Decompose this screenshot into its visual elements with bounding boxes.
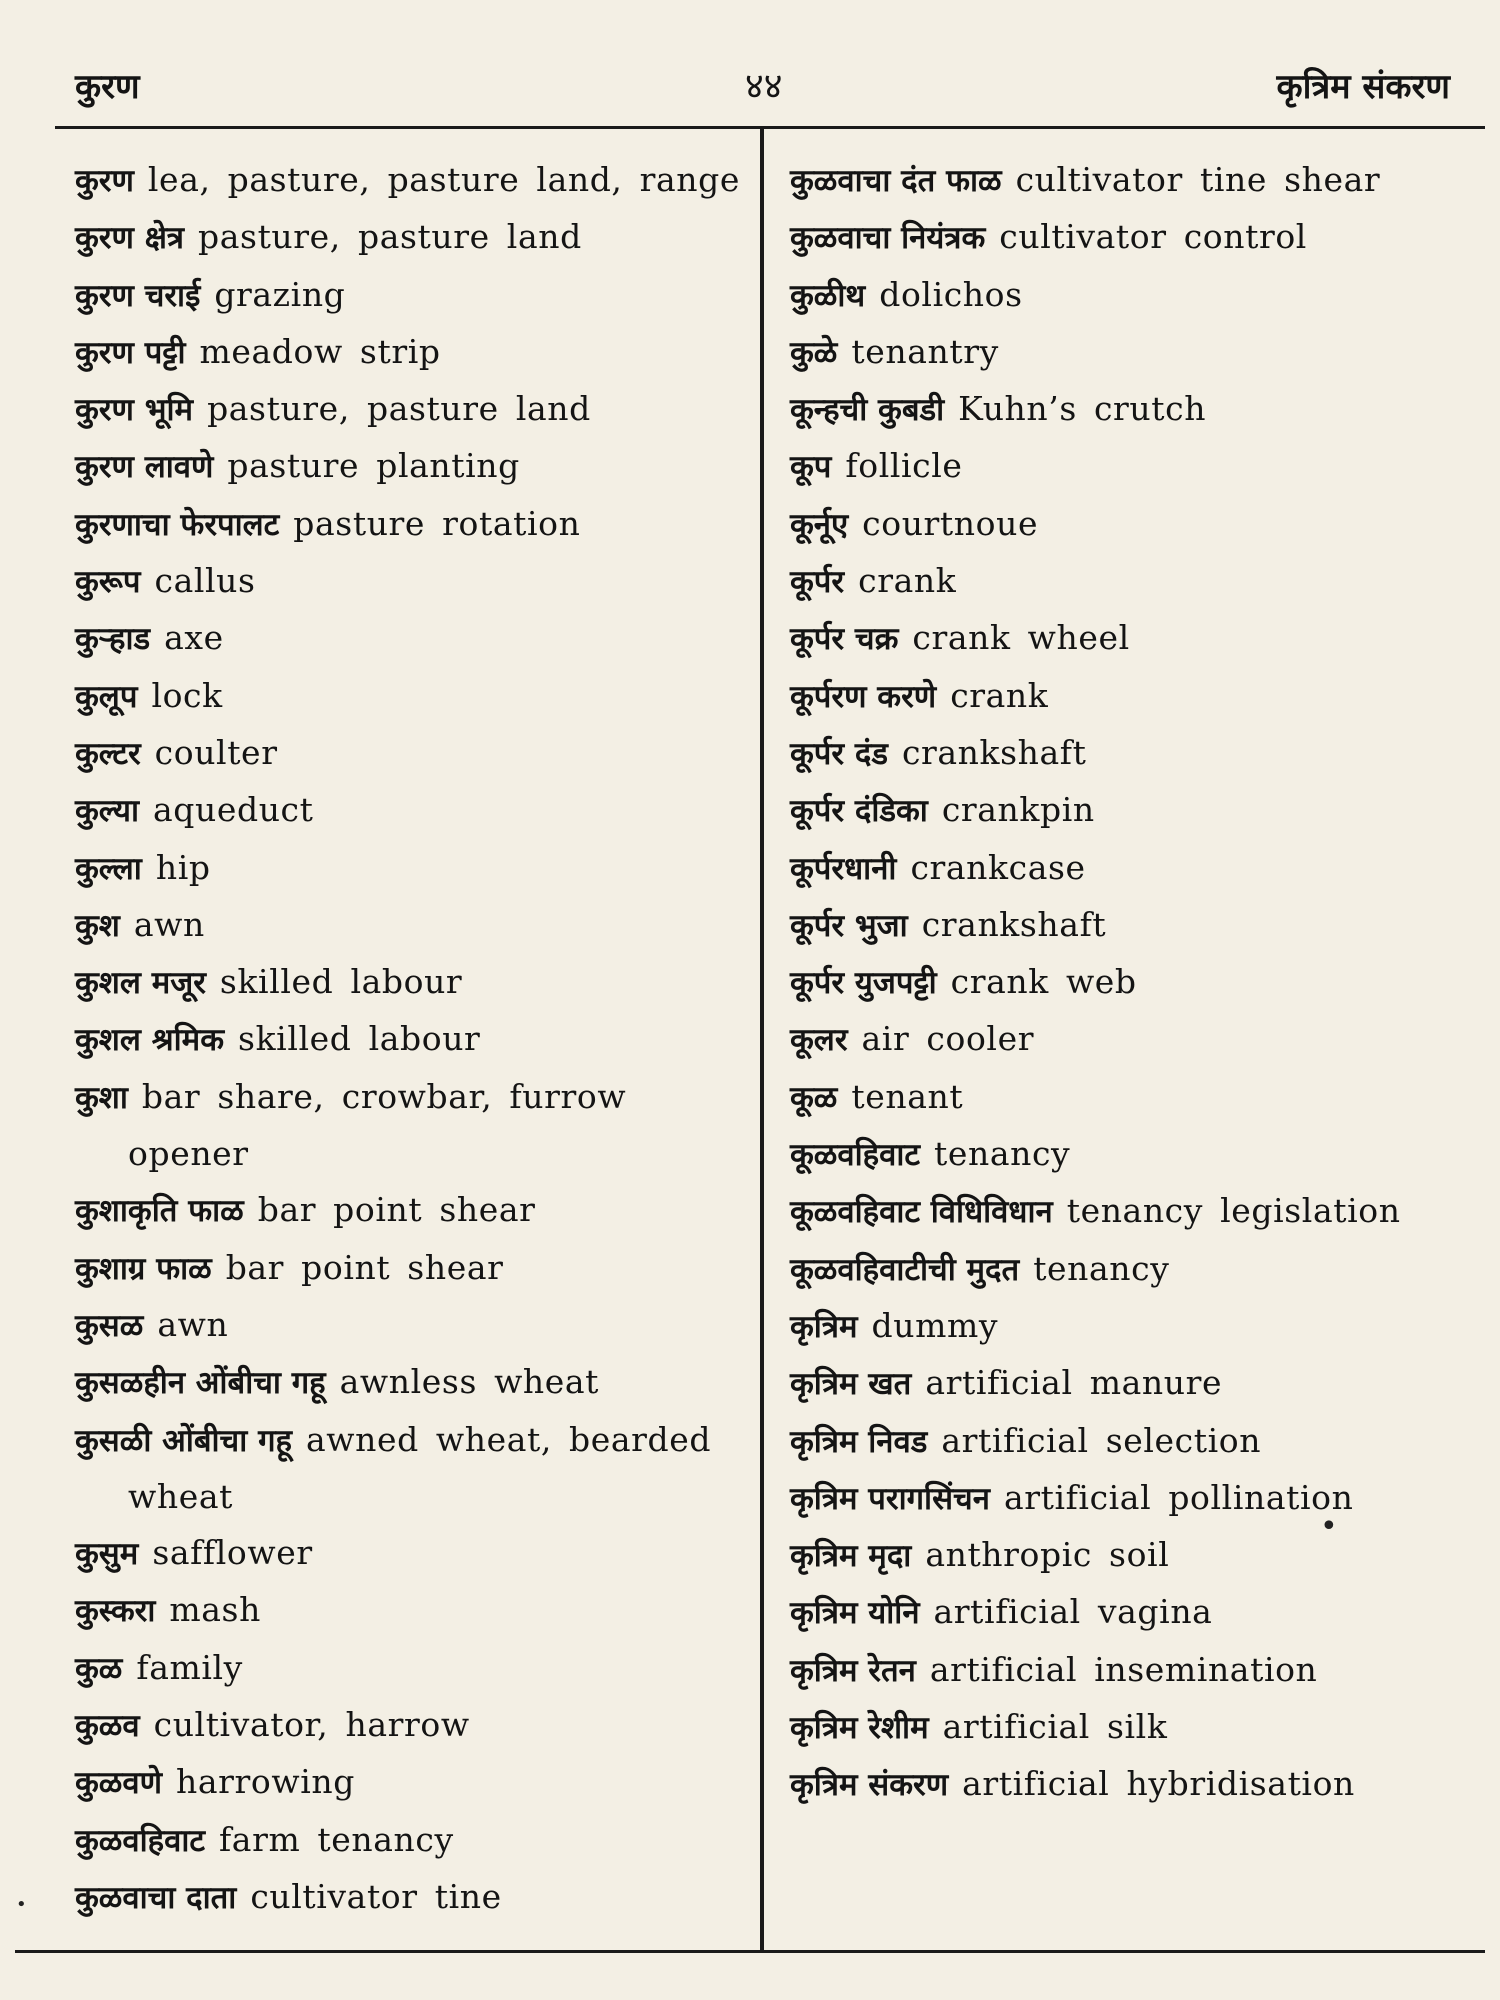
entry-term: कूर्परण करणे	[790, 678, 937, 715]
entry-term: कृत्रिम रेशीम	[790, 1710, 929, 1747]
entry-term: कुरण	[75, 163, 134, 199]
entry-gloss: dummy	[871, 1305, 999, 1345]
entry-gloss: crank web	[950, 962, 1137, 1002]
entry-gloss: cultivator control	[999, 217, 1307, 257]
entry-term: कुळवणे	[75, 1765, 163, 1802]
entry-gloss: grazing	[214, 274, 346, 314]
entry-gloss: family	[136, 1647, 243, 1687]
entry-gloss: dolichos	[879, 274, 1023, 314]
column-divider	[760, 128, 764, 1950]
dictionary-entry	[75, 1182, 745, 1239]
entry-term: कुरण लावणे	[75, 449, 214, 486]
entry-gloss: callus	[154, 561, 256, 601]
entry-gloss: aqueduct	[152, 790, 314, 830]
entry-gloss: meadow strip	[199, 331, 441, 371]
entry-gloss: bar point shear	[257, 1190, 536, 1230]
entry-term: कुळवाचा दंत फाळ	[790, 163, 1002, 199]
entry-gloss: crank wheel	[912, 618, 1130, 658]
entry-term: कुशाग्र फाळ	[75, 1250, 212, 1287]
dictionary-entry	[75, 324, 745, 381]
entry-gloss: crankcase	[910, 847, 1086, 887]
dictionary-entry	[75, 553, 745, 610]
entry-gloss: cultivator tine	[250, 1876, 502, 1916]
entry-term: कूळवहिवाट	[790, 1137, 920, 1174]
entry-gloss: artificial insemination	[929, 1649, 1318, 1689]
dictionary-entry	[75, 782, 745, 839]
entry-gloss: artificial hybridisation	[962, 1764, 1355, 1804]
entry-gloss: skilled labour	[219, 962, 463, 1002]
dictionary-entry	[790, 897, 1490, 954]
entry-term: कृत्रिम परागसिंचन	[790, 1480, 990, 1517]
page-header	[75, 62, 1480, 122]
entry-gloss: pasture, pasture land	[207, 389, 591, 429]
entry-term: कूर्परधानी	[790, 850, 897, 887]
entry-gloss: crankshaft	[921, 904, 1107, 944]
entry-term: कुशाकृति फाळ	[75, 1193, 244, 1230]
dictionary-entry	[790, 782, 1490, 839]
entry-term: कुरण क्षेत्र	[75, 220, 185, 257]
dictionary-entry	[790, 1756, 1490, 1813]
dictionary-entry	[75, 1297, 745, 1354]
entry-term: कुसळ	[75, 1307, 144, 1344]
entry-gloss: pasture rotation	[293, 503, 581, 543]
entry-term: कूर्नूए	[790, 506, 849, 543]
entry-gloss: bar share, crowbar, furrow opener	[128, 1076, 627, 1174]
dictionary-entry	[790, 1241, 1490, 1298]
entry-term: कुसळी ओंबीचा गहू	[75, 1422, 292, 1459]
entry-term: कूर्पर युजपट्टी	[790, 965, 937, 1002]
entry-gloss: air cooler	[861, 1019, 1035, 1059]
entry-term: कुरूप	[75, 564, 141, 601]
entry-gloss: awned wheat, bearded wheat	[128, 1419, 712, 1516]
dictionary-entry	[75, 1011, 745, 1068]
entry-term: कुळे	[790, 334, 838, 371]
entry-gloss: lock	[151, 675, 223, 715]
entry-gloss: awnless wheat	[339, 1362, 600, 1402]
entry-term: कुळवाचा दाता	[75, 1879, 237, 1916]
dictionary-entry	[75, 496, 745, 553]
header-rule	[55, 126, 1485, 129]
dictionary-entry	[75, 840, 745, 897]
entry-term: कृत्रिम खत	[790, 1366, 912, 1403]
dictionary-entry	[790, 1699, 1490, 1756]
dictionary-entry	[790, 267, 1490, 324]
entry-gloss: cultivator tine shear	[1015, 160, 1381, 199]
entry-term: कुळवाचा नियंत्रक	[790, 220, 986, 257]
dictionary-entry	[75, 438, 745, 495]
entry-term: कृत्रिम संकरण	[790, 1767, 949, 1804]
right-column	[790, 152, 1490, 1814]
entry-gloss: skilled labour	[238, 1019, 481, 1059]
dictionary-entry	[790, 1126, 1490, 1183]
entry-term: कृत्रिम	[790, 1308, 858, 1345]
dictionary-entry	[75, 725, 745, 782]
entry-term: कुल्ला	[75, 850, 142, 887]
entry-term: कुळ	[75, 1650, 123, 1687]
entry-gloss: courtnoue	[862, 503, 1039, 543]
entry-term: कुऱ्हाड	[75, 621, 151, 658]
entry-term: कुळव	[75, 1708, 140, 1745]
dictionary-entry	[790, 152, 1490, 209]
entry-term: कूर्पर दंडिका	[790, 793, 928, 830]
entry-term: कुळीथ	[790, 277, 866, 314]
dictionary-entry	[790, 1183, 1490, 1240]
dictionary-entry	[75, 267, 745, 324]
dictionary-entry	[790, 840, 1490, 897]
entry-gloss: artificial silk	[942, 1707, 1168, 1747]
dictionary-entry	[75, 1869, 745, 1926]
entry-gloss: coulter	[154, 732, 278, 772]
entry-gloss: mash	[169, 1590, 261, 1630]
entry-gloss: lea, pasture, pasture land, range	[147, 160, 740, 199]
entry-gloss: tenantry	[851, 331, 999, 371]
dictionary-entry	[790, 1584, 1490, 1641]
dictionary-entry	[75, 1754, 745, 1811]
dictionary-entry	[75, 1354, 745, 1411]
dictionary-entry	[790, 209, 1490, 266]
dictionary-entry	[790, 496, 1490, 553]
dictionary-entry	[75, 668, 745, 725]
entry-term: कूळ	[790, 1079, 838, 1116]
entry-gloss: Kuhn’s crutch	[958, 389, 1207, 429]
entry-gloss: farm tenancy	[218, 1819, 454, 1859]
entry-gloss: tenancy	[1033, 1248, 1170, 1288]
dictionary-entry	[75, 610, 745, 667]
left-column	[75, 152, 745, 1926]
dictionary-entry	[790, 553, 1490, 610]
entry-gloss: crankpin	[941, 790, 1095, 830]
dictionary-entry	[790, 381, 1490, 438]
entry-term: कुरण भूमि	[75, 392, 194, 429]
entry-term: कुल्या	[75, 793, 139, 830]
dictionary-entry	[75, 1640, 745, 1697]
entry-term: कूर्पर भुजा	[790, 907, 908, 944]
dictionary-entry	[75, 954, 745, 1011]
entry-term: कुसुम	[75, 1536, 139, 1573]
entry-term: कुल्टर	[75, 735, 141, 772]
dictionary-entry	[75, 209, 745, 266]
footer-rule	[15, 1950, 1485, 1953]
dictionary-entry	[790, 610, 1490, 667]
entry-term: कुरणाचा फेरपालट	[75, 506, 280, 543]
entry-term: कूर्पर चक्र	[790, 621, 899, 658]
entry-gloss: crank	[858, 561, 957, 601]
entry-term: कुलूप	[75, 678, 138, 715]
dictionary-entry	[790, 668, 1490, 725]
entry-term: कुश	[75, 907, 120, 944]
entry-term: कुरण चराई	[75, 277, 201, 314]
entry-gloss: tenancy legislation	[1066, 1191, 1401, 1231]
dictionary-entry	[790, 1355, 1490, 1412]
entry-term: कुशल मजूर	[75, 965, 206, 1002]
entry-gloss: safflower	[152, 1533, 313, 1573]
entry-term: कुशा	[75, 1079, 128, 1116]
dictionary-entry	[790, 1470, 1490, 1527]
header-last-word: कृत्रिम संकरण	[1276, 67, 1450, 107]
entry-term: कृत्रिम रेतन	[790, 1652, 916, 1689]
dictionary-entry	[790, 954, 1490, 1011]
entry-term: कूप	[790, 449, 832, 486]
entry-term: कूर्पर	[790, 564, 845, 601]
entry-gloss: artificial pollination	[1003, 1477, 1354, 1517]
entry-gloss: hip	[155, 847, 211, 887]
entry-gloss: awn	[157, 1304, 229, 1344]
dictionary-entry	[790, 1011, 1490, 1068]
dictionary-entry	[790, 1413, 1490, 1470]
entry-term: कुरण पट्टी	[75, 334, 186, 371]
dictionary-entry	[75, 152, 745, 209]
dictionary-entry	[75, 1812, 745, 1869]
entry-term: कुसळहीन ओंबीचा गहू	[75, 1365, 326, 1402]
dictionary-entry	[75, 381, 745, 438]
entry-term: कुळवहिवाट	[75, 1822, 205, 1859]
entry-gloss: artificial manure	[925, 1363, 1223, 1403]
entry-gloss: follicle	[845, 446, 963, 486]
dictionary-entry	[75, 1525, 745, 1582]
entry-term: कून्हची कुबडी	[790, 392, 945, 429]
entry-term: कृत्रिम योनि	[790, 1595, 920, 1632]
entry-gloss: bar point shear	[225, 1247, 504, 1287]
dictionary-entry	[75, 1582, 745, 1639]
page-number: ४४	[745, 66, 783, 107]
entry-term: कृत्रिम निवड	[790, 1423, 928, 1460]
dictionary-entry	[75, 897, 745, 954]
entry-term: कुस्करा	[75, 1593, 156, 1630]
dictionary-entry	[75, 1697, 745, 1754]
entry-term: कूळवहिवाट विधिविधान	[790, 1194, 1053, 1231]
entry-gloss: artificial selection	[941, 1420, 1262, 1460]
dictionary-entry	[790, 1298, 1490, 1355]
dictionary-entry	[790, 725, 1490, 782]
entry-gloss: crankshaft	[901, 732, 1087, 772]
entry-gloss: awn	[133, 904, 205, 944]
dictionary-entry	[75, 1412, 745, 1526]
entry-term: कूर्पर दंड	[790, 735, 888, 772]
dictionary-entry	[75, 1069, 745, 1183]
print-speck: •	[16, 1894, 27, 1915]
dictionary-entry	[75, 1240, 745, 1297]
entry-gloss: harrowing	[176, 1762, 355, 1802]
entry-term: कूलर	[790, 1022, 848, 1059]
entry-gloss: tenancy	[933, 1134, 1071, 1174]
entry-gloss: axe	[164, 618, 224, 658]
dictionary-entry	[790, 1069, 1490, 1126]
dictionary-entry	[790, 1642, 1490, 1699]
dictionary-entry	[790, 438, 1490, 495]
print-speck: •	[1320, 1509, 1338, 1544]
entry-term: कृत्रिम मृदा	[790, 1538, 912, 1575]
dictionary-entry	[790, 324, 1490, 381]
entry-gloss: pasture planting	[227, 446, 520, 486]
entry-term: कुशल श्रमिक	[75, 1022, 225, 1059]
header-first-word: कुरण	[75, 67, 140, 107]
entry-gloss: pasture, pasture land	[198, 217, 582, 257]
entry-gloss: cultivator, harrow	[153, 1705, 470, 1745]
dictionary-entry	[790, 1527, 1490, 1584]
entry-term: कूळवहिवाटीची मुदत	[790, 1251, 1020, 1288]
entry-gloss: artificial vagina	[933, 1592, 1213, 1632]
entry-gloss: tenant	[851, 1076, 964, 1116]
entry-gloss: crank	[950, 675, 1049, 715]
entry-gloss: anthropic soil	[925, 1535, 1170, 1575]
